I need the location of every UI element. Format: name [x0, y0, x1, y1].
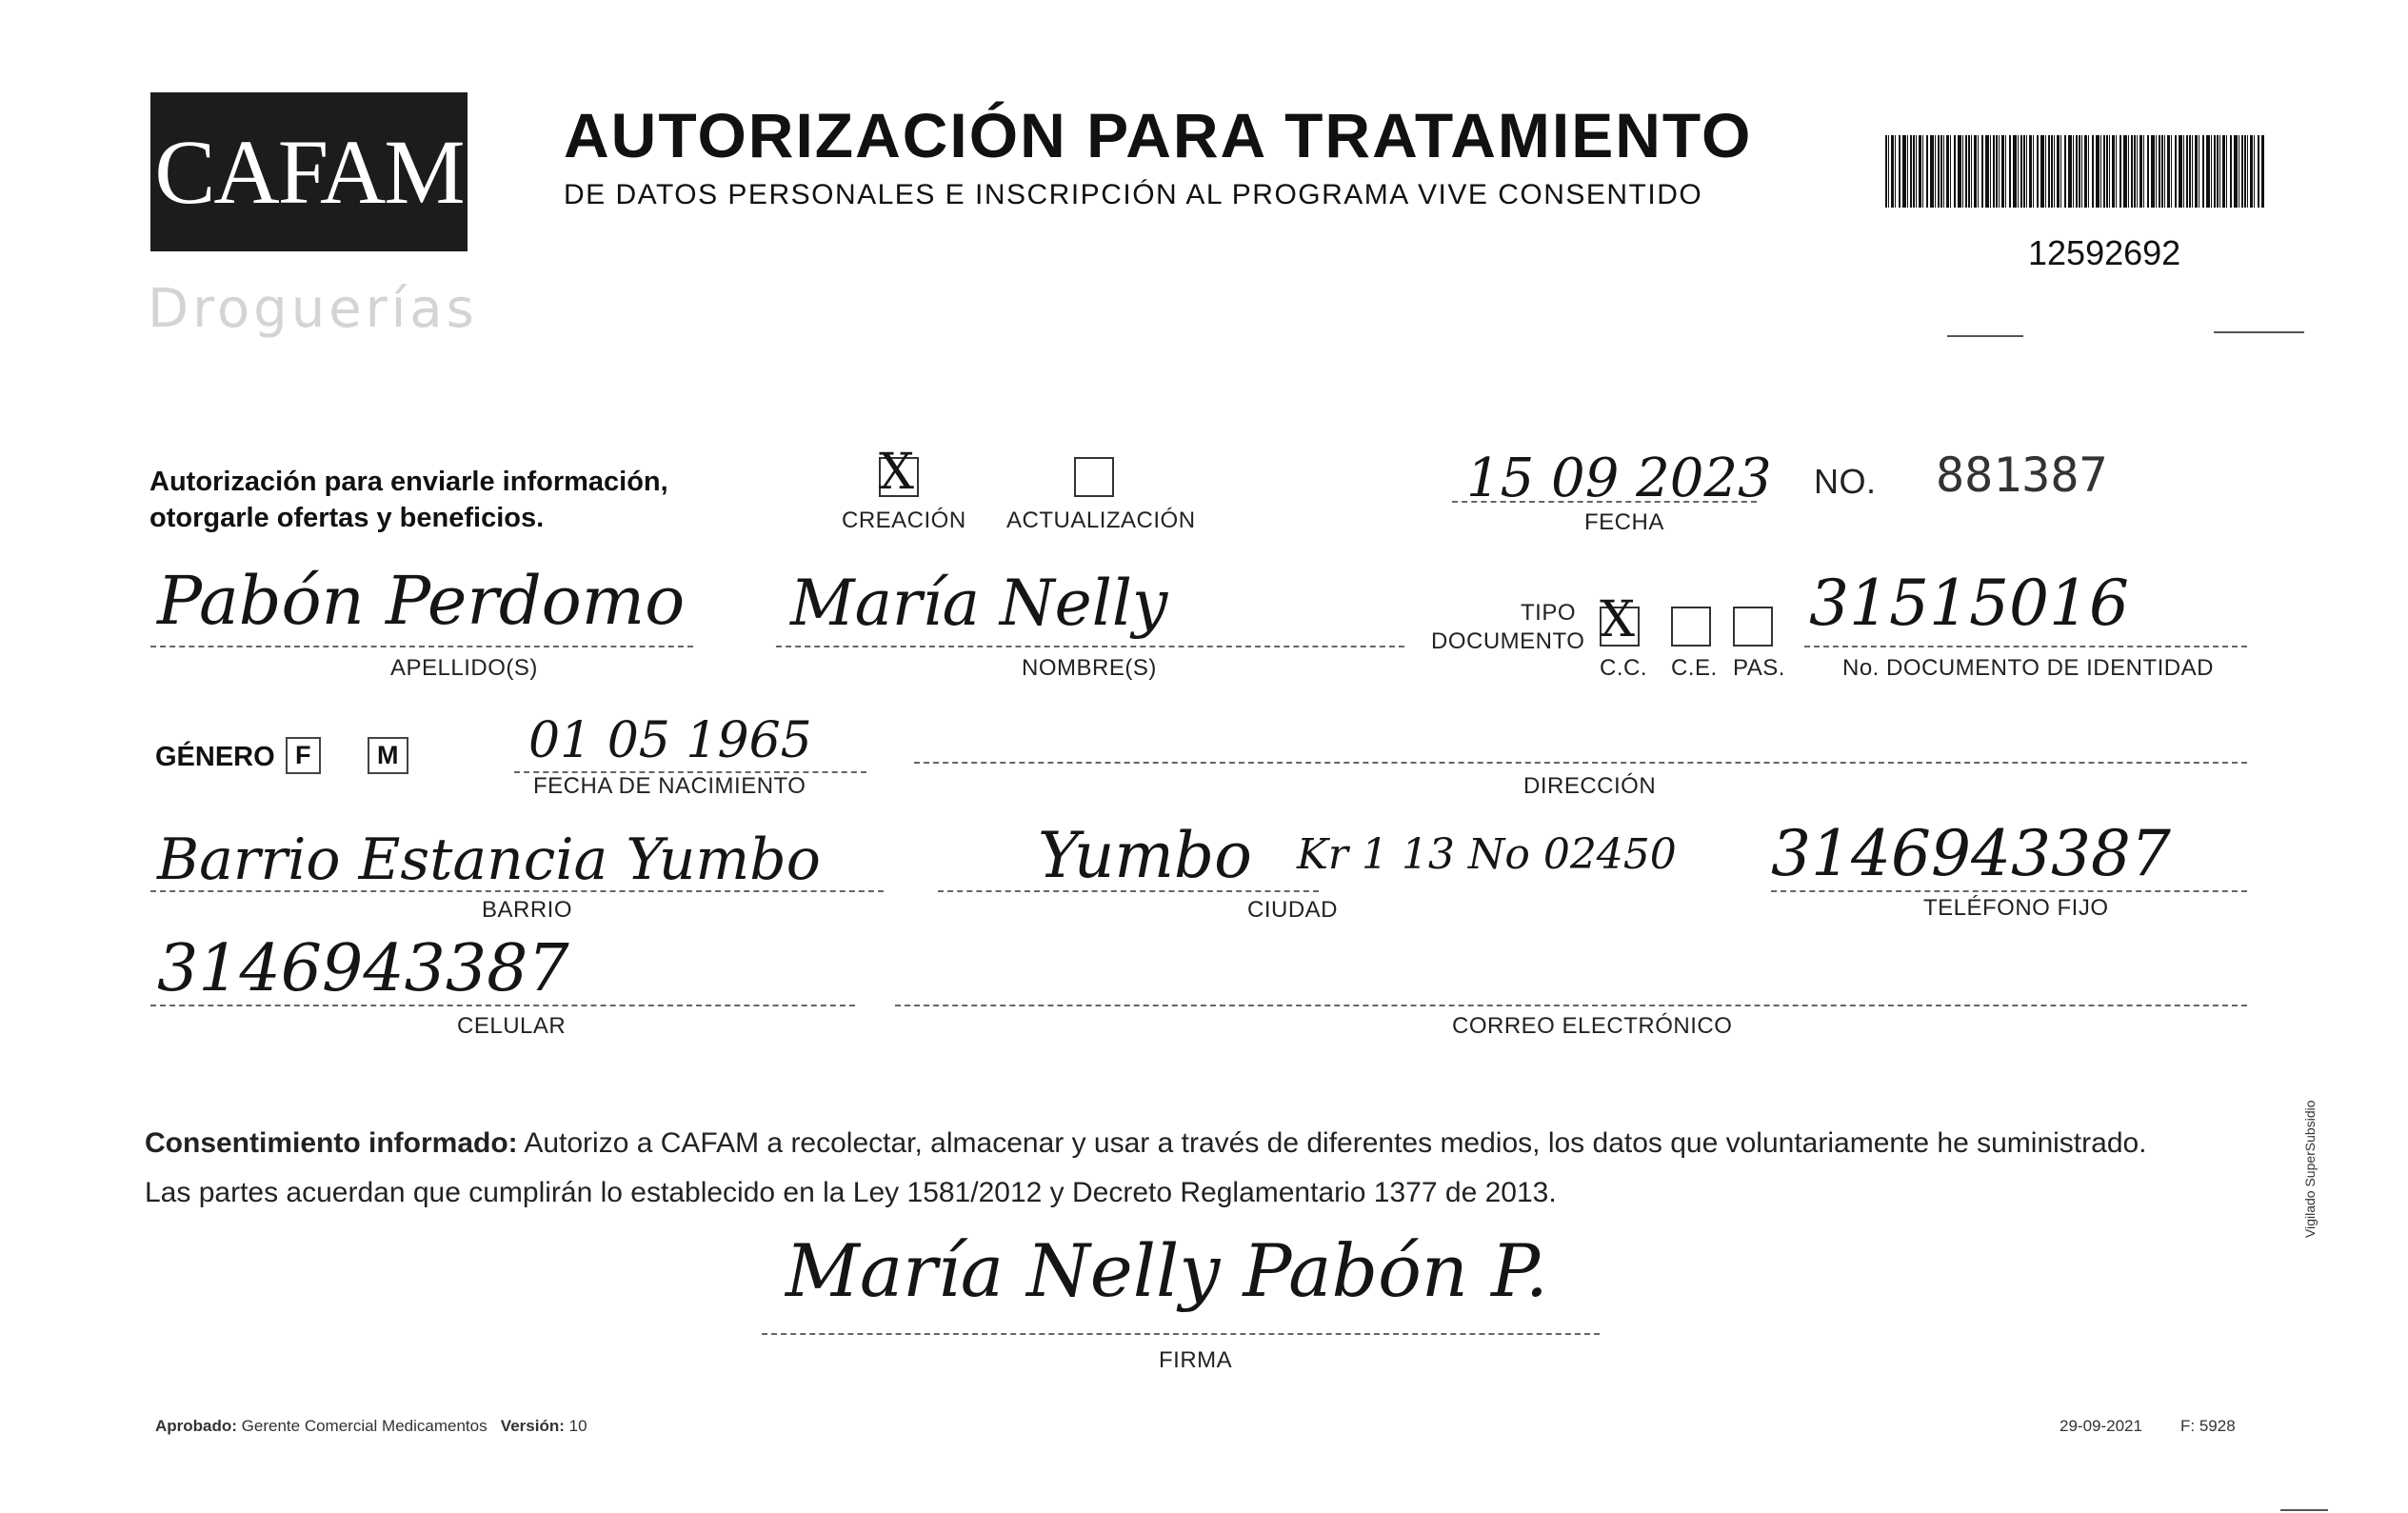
divider	[1947, 335, 2023, 337]
telefono-field[interactable]	[1771, 890, 2247, 892]
version-label: Versión:	[500, 1417, 565, 1435]
direccion-label: DIRECCIÓN	[1523, 773, 1657, 799]
celular-value: 3146943387	[157, 931, 569, 1006]
authorization-line-2: otorgarle ofertas y beneficios.	[149, 503, 545, 533]
ciudad-value: Yumbo	[1038, 819, 1252, 892]
creacion-label: CREACIÓN	[842, 508, 966, 533]
pas-label: PAS.	[1733, 655, 1785, 681]
form-subtitle: DE DATOS PERSONALES E INSCRIPCIÓN AL PROGRAMA VIVE CONSENTIDO	[564, 179, 1703, 210]
no-label: NO.	[1814, 462, 1877, 501]
fecha-value: 15 09 2023	[1466, 448, 1772, 509]
cc-label: C.C.	[1600, 655, 1647, 681]
footer-approval	[155, 1417, 587, 1436]
logo-subtext: Droguerías	[148, 278, 478, 340]
cc-mark: X	[1600, 591, 1636, 648]
ciudad-label: CIUDAD	[1247, 897, 1339, 923]
firma-field[interactable]	[762, 1333, 1600, 1335]
form-title: AUTORIZACIÓN PARA TRATAMIENTO	[564, 100, 1753, 170]
gender-m-label: M	[377, 741, 399, 769]
doc-label: No. DOCUMENTO DE IDENTIDAD	[1842, 655, 2214, 681]
barcode-number: 12592692	[2028, 233, 2181, 272]
vigilado-text: Vigilado SuperSubsidio	[2302, 1100, 2318, 1238]
doc-value: 31515016	[1809, 567, 2129, 640]
consent-line-2: Las partes acuerdan que cumplirán lo establecido en la Ley 1581/2012 y Decreto Reglamentario 1377 de 2013.	[145, 1177, 1557, 1208]
consent-heading: Consentimiento informado:	[145, 1127, 518, 1159]
consent-line-1	[145, 1119, 2278, 1168]
logo-text: CAFAM	[154, 121, 464, 223]
creacion-checkbox[interactable]	[879, 444, 919, 501]
nombres-value: María Nelly	[790, 567, 1168, 640]
tipo-label: TIPO	[1521, 600, 1577, 626]
nombres-field[interactable]	[776, 646, 1404, 647]
divider	[2280, 1509, 2328, 1511]
ce-label: C.E.	[1671, 655, 1718, 681]
gender-m-box[interactable]	[368, 737, 408, 774]
apellidos-field[interactable]	[150, 646, 693, 647]
telefono-label: TELÉFONO FIJO	[1923, 895, 2109, 921]
gender-f-label: F	[295, 741, 311, 769]
direccion-value: Kr 1 13 No 02450	[1297, 830, 1677, 879]
cc-checkbox[interactable]	[1600, 591, 1640, 648]
signature-value: María Nelly Pabón P.	[786, 1228, 1548, 1313]
pas-checkbox[interactable]	[1733, 607, 1773, 647]
aprobado-value: Gerente Comercial Medicamentos	[241, 1417, 488, 1435]
barcode	[1885, 135, 2264, 208]
cafam-logo	[150, 92, 468, 251]
firma-label: FIRMA	[1159, 1347, 1233, 1373]
apellidos-value: Pabón Perdomo	[157, 562, 686, 640]
birth-label: FECHA DE NACIMIENTO	[533, 773, 806, 799]
authorization-line-1: Autorización para enviarle información,	[149, 467, 668, 497]
correo-label: CORREO ELECTRÓNICO	[1452, 1013, 1733, 1039]
barrio-label: BARRIO	[482, 897, 573, 923]
footer-code: F: 5928	[2180, 1417, 2236, 1435]
no-value: 881387	[1936, 448, 2108, 503]
direccion-field[interactable]	[914, 762, 2247, 764]
birth-value: 01 05 1965	[528, 712, 812, 769]
version-value: 10	[568, 1417, 587, 1435]
authorization-text	[149, 464, 668, 536]
divider	[2214, 331, 2304, 333]
barrio-value: Barrio Estancia Yumbo	[157, 826, 821, 893]
doc-field[interactable]	[1804, 646, 2247, 647]
creacion-mark: X	[879, 444, 915, 501]
ce-checkbox[interactable]	[1671, 607, 1711, 647]
genero-label: GÉNERO	[155, 742, 275, 772]
telefono-value: 3146943387	[1771, 817, 2171, 890]
gender-f-box[interactable]	[286, 737, 321, 774]
actualizacion-checkbox[interactable]	[1074, 457, 1114, 497]
footer-date: 29-09-2021	[2060, 1417, 2142, 1435]
actualizacion-label: ACTUALIZACIÓN	[1006, 508, 1196, 533]
apellidos-label: APELLIDO(S)	[390, 655, 538, 681]
documento-label: DOCUMENTO	[1431, 628, 1585, 654]
celular-label: CELULAR	[457, 1013, 567, 1039]
nombres-label: NOMBRE(S)	[1022, 655, 1157, 681]
fecha-label: FECHA	[1584, 509, 1664, 535]
correo-field[interactable]	[895, 1005, 2247, 1006]
consent-text-1: Autorizo a CAFAM a recolectar, almacenar y usar a través de diferentes medios, los datos que voluntariamente he suministrado.	[517, 1127, 2147, 1159]
consent-paragraph	[145, 1119, 2278, 1218]
aprobado-label: Aprobado:	[155, 1417, 237, 1435]
